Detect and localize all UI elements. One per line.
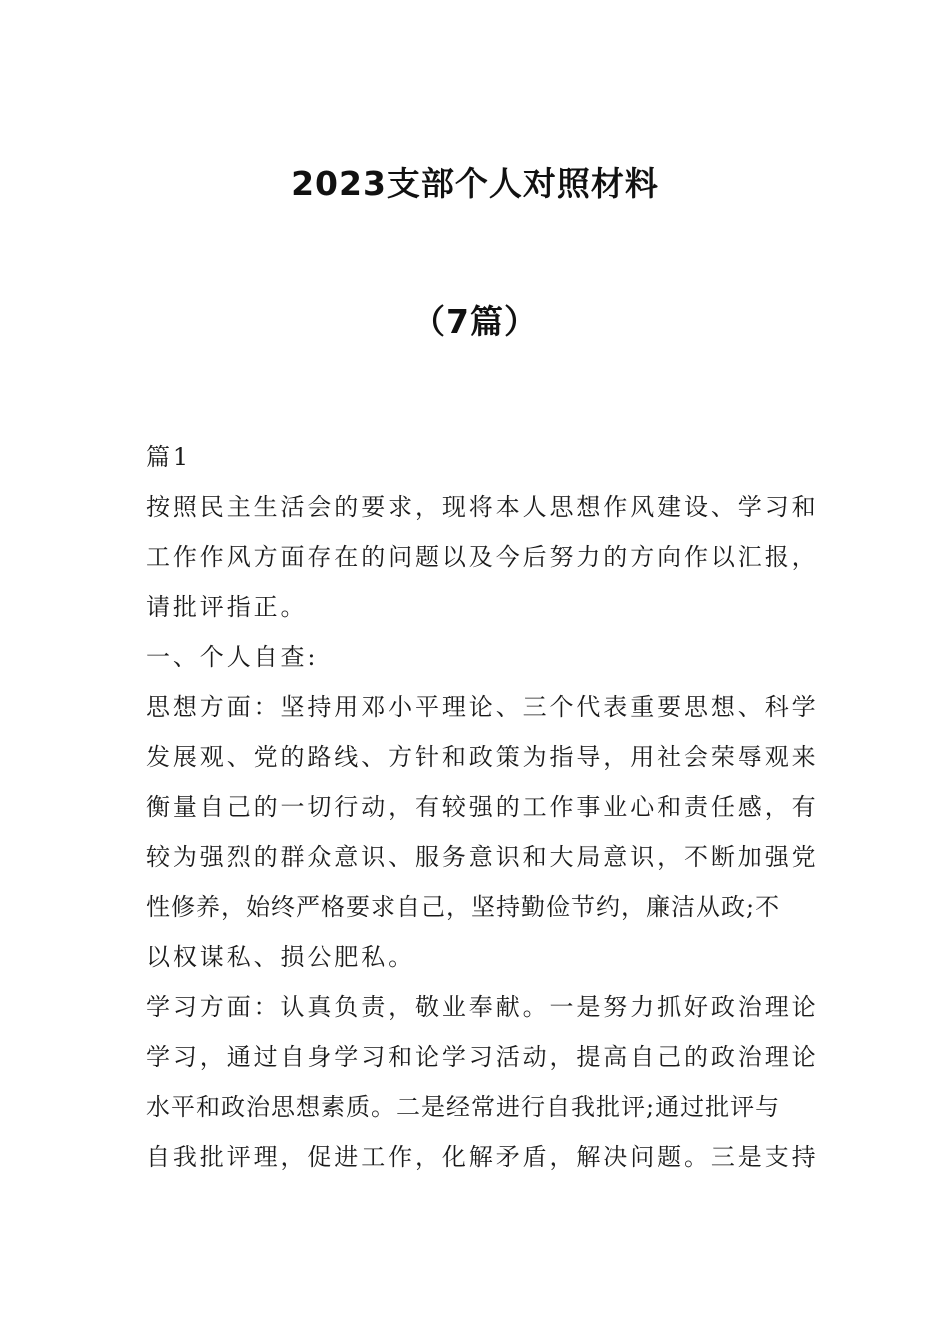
subsection-heading: 一、个人自查:	[146, 643, 319, 671]
document-subtitle: （7篇）	[412, 302, 538, 341]
paragraph-line: 衡量自己的一切行动，有较强的工作事业心和责任感，有	[146, 793, 819, 821]
paragraph-line: 自我批评理，促进工作，化解矛盾，解决问题。三是支持	[146, 1143, 819, 1171]
paragraph-line: 思想方面：坚持用邓小平理论、三个代表重要思想、科学	[146, 693, 819, 721]
section-heading: 篇1	[146, 443, 192, 471]
paragraph-line: 以权谋私、损公肥私。	[146, 943, 415, 971]
document-title: 2023支部个人对照材料	[291, 164, 659, 203]
paragraph-line: 学习，通过自身学习和论学习活动，提高自己的政治理论	[146, 1043, 819, 1071]
paragraph-line: 请批评指正。	[146, 593, 308, 621]
paragraph-line: 水平和政治思想素质。二是经常进行自我批评;通过批评与	[146, 1093, 781, 1121]
paragraph-line: 发展观、党的路线、方针和政策为指导，用社会荣辱观来	[146, 743, 819, 771]
paragraph-line: 按照民主生活会的要求，现将本人思想作风建设、学习和	[146, 493, 819, 521]
document-body	[146, 432, 819, 1182]
paragraph-line: 学习方面：认真负责，敬业奉献。一是努力抓好政治理论	[146, 993, 819, 1021]
paragraph-line: 性修养，始终严格要求自己，坚持勤俭节约，廉洁从政;不	[146, 893, 781, 921]
paragraph-line: 工作作风方面存在的问题以及今后努力的方向作以汇报，	[146, 543, 819, 571]
paragraph-line: 较为强烈的群众意识、服务意识和大局意识，不断加强党	[146, 843, 819, 871]
